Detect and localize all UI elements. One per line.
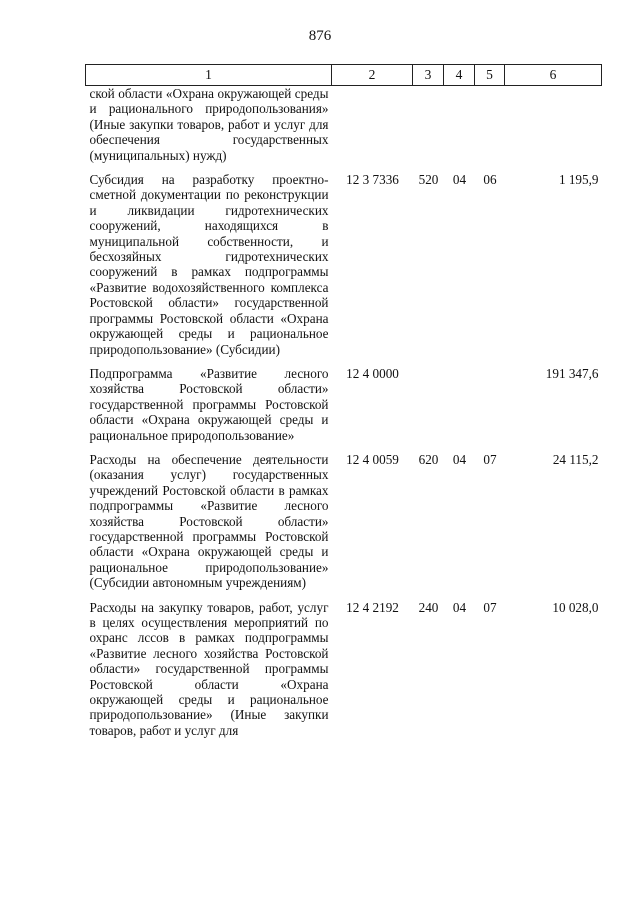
subsection-code: 07 bbox=[483, 599, 497, 615]
expense-type-code: 240 bbox=[418, 599, 439, 615]
subsection-code bbox=[475, 366, 505, 452]
target-article-code: 12 3 7336 bbox=[346, 172, 399, 188]
column-header: 3 bbox=[413, 65, 444, 86]
column-number-header-row bbox=[86, 65, 602, 86]
row-description: Расходы на обеспечение деятельности (оказания услуг) государственных учреждений Ростовской области в рамках подпрограммы «Развитие лесного хозяйства Ростовской области» государственной программы Ростовской области «Охрана окружающей среды и рациональное природопользование» (Субсидии автономным учреждениям) bbox=[89, 451, 329, 591]
column-header: 1 bbox=[86, 65, 332, 86]
target-article-code: 12 4 0059 bbox=[346, 451, 399, 467]
row-description: Субсидия на разработку проектно-сметной документации по реконструкции и ликвидации гидротехнических сооружений, находящихся в муниципальной собственности, и бесхозяйных гидротехнических сооружений в рамках подпрограммы «Развитие водохозяйственного комплекса Ростовской области» государственной программы Ростовской области «Охрана окружающей среды и рациональное природопользование» (Субсидии) bbox=[89, 172, 329, 357]
target-article-code: 12 4 0000 bbox=[346, 365, 399, 381]
subsection-code bbox=[475, 86, 505, 173]
section-code: 04 bbox=[452, 451, 467, 467]
column-header: 2 bbox=[332, 65, 413, 86]
table-row bbox=[86, 600, 602, 748]
target-article-code bbox=[332, 86, 413, 173]
row-description: Подпрограмма «Развитие лесного хозяйства Ростовской области» государственной программы Ростовской области «Охрана окружающей среды и рациональное природопользование» bbox=[89, 365, 329, 443]
target-article-code: 12 4 2192 bbox=[346, 599, 399, 615]
expense-type-code: 520 bbox=[418, 172, 439, 188]
budget-table bbox=[85, 64, 602, 747]
page-number: 876 bbox=[308, 28, 332, 44]
expense-type-code: 620 bbox=[418, 451, 439, 467]
amount-value: 24 115,2 bbox=[552, 451, 599, 467]
table-row bbox=[86, 366, 602, 452]
column-header: 4 bbox=[444, 65, 475, 86]
expense-type-code bbox=[413, 366, 444, 452]
section-code: 04 bbox=[452, 599, 467, 615]
subsection-code: 07 bbox=[483, 451, 497, 467]
section-code bbox=[444, 366, 475, 452]
table-row bbox=[86, 86, 602, 173]
row-description: Расходы на закупку товаров, работ, услуг в целях осуществления мероприятий по охранс лссов в рамках подпрограммы «Развитие лесного хозяйства Ростовской области» государственной программы Ростовской области «Охрана окружающей среды и рациональное природопользование» (Иные закупки товаров, работ и услуг для bbox=[89, 599, 329, 738]
section-code: 04 bbox=[452, 172, 467, 188]
section-code bbox=[444, 86, 475, 173]
table-row bbox=[86, 172, 602, 366]
table-row bbox=[86, 452, 602, 600]
amount-value: 191 347,6 bbox=[545, 365, 599, 381]
amount-value: 10 028,0 bbox=[552, 599, 599, 615]
column-header: 6 bbox=[505, 65, 602, 86]
subsection-code: 06 bbox=[483, 172, 497, 188]
row-description: ской области «Охрана окружающей среды и рационального природопользования» (Иные закупки товаров, работ и услуг для обеспечения государственных (муниципальных) нужд) bbox=[89, 86, 329, 163]
column-header: 5 bbox=[475, 65, 505, 86]
amount-value: 1 195,9 bbox=[558, 172, 599, 188]
amount-value bbox=[505, 86, 602, 173]
expense-type-code bbox=[413, 86, 444, 173]
